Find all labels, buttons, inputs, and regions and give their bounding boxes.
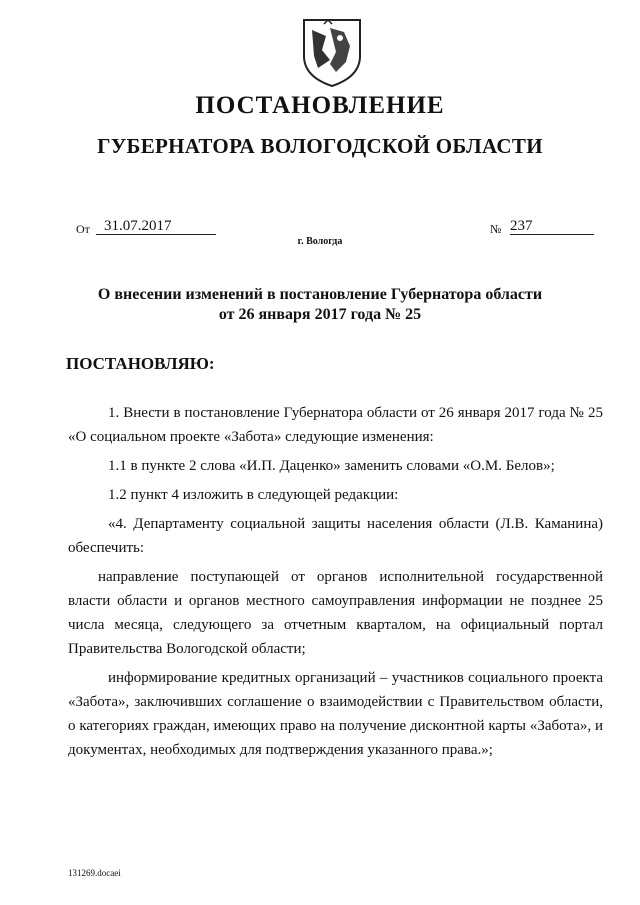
document-date: 31.07.2017 bbox=[96, 218, 216, 235]
document-title-line-1: О внесении изменений в постановление Губернатора области bbox=[97, 286, 543, 303]
paragraph-informing: информирование кредитных организаций – участников социального проекта «Забота», заключивших соглашение о взаимодействии с Правительством области, о категориях граждан, имеющих право на получение дисконтной карты «Забота», и документах, необходимых для подтверждения указанного права.»; bbox=[68, 670, 603, 758]
paragraph-1-1: 1.1 в пункте 2 слова «И.П. Даценко» заменить словами «О.М. Белов»; bbox=[108, 458, 555, 474]
paragraph-1-2: 1.2 пункт 4 изложить в следующей редакции: bbox=[108, 487, 399, 503]
city-label: г. Вологда bbox=[297, 236, 343, 247]
footer-file-code: 131269.docaei bbox=[68, 868, 121, 878]
document-type-heading: ПОСТАНОВЛЕНИЕ bbox=[195, 92, 445, 119]
coat-of-arms-icon bbox=[300, 16, 364, 88]
document-title bbox=[0, 285, 640, 325]
issuer-heading: ГУБЕРНАТОРА ВОЛОГОДСКОЙ ОБЛАСТИ bbox=[97, 134, 543, 158]
paragraph-item-4: «4. Департаменту социальной защиты населения области (Л.В. Каманина) обеспечить: bbox=[68, 516, 603, 556]
document-title-line-2: от 26 января 2017 года № 25 bbox=[218, 306, 422, 323]
paragraph-direction: направление поступающей от органов исполнительной государственной власти области и органов местного самоуправления информации не позднее 25 числа месяца, следующего за отчетным кварталом, на официальный портал Правительства Вологодской области; bbox=[68, 569, 603, 657]
decree-word: ПОСТАНОВЛЯЮ: bbox=[66, 354, 215, 373]
document-number: 237 bbox=[510, 218, 594, 235]
number-prefix: № bbox=[490, 222, 502, 236]
date-prefix: От bbox=[76, 222, 90, 236]
document-body bbox=[68, 401, 603, 767]
paragraph-1: 1. Внести в постановление Губернатора области от 26 января 2017 года № 25 «О социальном проекте «Забота» следующие изменения: bbox=[68, 405, 603, 445]
